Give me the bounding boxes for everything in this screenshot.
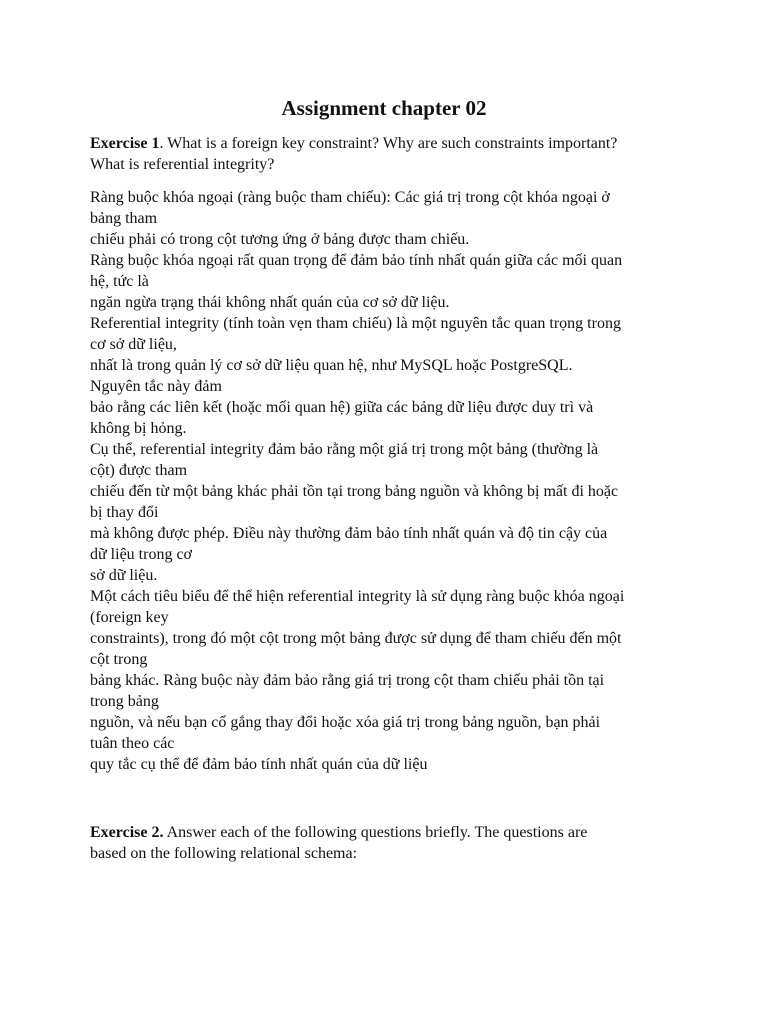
- exercise-2-question: [90, 822, 690, 864]
- answer-line: ngăn ngừa trạng thái không nhất quán của cơ sở dữ liệu.: [90, 294, 450, 311]
- document-title: Assignment chapter 02: [281, 96, 487, 120]
- exercise-1-question-text: . What is a foreign key constraint? Why are such constraints important?: [159, 135, 618, 152]
- answer-line: Một cách tiêu biểu để thể hiện referential integrity là sử dụng ràng buộc khóa ngoại: [90, 588, 625, 605]
- answer-line: nhất là trong quản lý cơ sở dữ liệu quan hệ, như MySQL hoặc PostgreSQL.: [90, 357, 573, 374]
- answer-line: mà không được phép. Điều này thường đảm bảo tính nhất quán và độ tin cậy của: [90, 525, 608, 542]
- exercise-1-question: [90, 133, 690, 175]
- answer-line: nguồn, và nếu bạn cố gắng thay đổi hoặc xóa giá trị trong bảng nguồn, bạn phải: [90, 714, 601, 731]
- answer-line: sở dữ liệu.: [90, 567, 158, 584]
- answer-line: chiếu phải có trong cột tương ứng ở bảng được tham chiếu.: [90, 231, 470, 248]
- answer-line: trong bảng: [90, 693, 159, 710]
- exercise-2-label: Exercise 2.: [90, 824, 164, 841]
- exercise-1-answer: [90, 187, 690, 775]
- answer-line: Ràng buộc khóa ngoại (ràng buộc tham chiếu): Các giá trị trong cột khóa ngoại ở: [90, 189, 610, 206]
- answer-line: cột trong: [90, 651, 148, 668]
- answer-line: không bị hỏng.: [90, 420, 187, 437]
- exercise-1-label: Exercise 1: [90, 135, 160, 152]
- answer-line: tuân theo các: [90, 735, 175, 752]
- answer-line: dữ liệu trong cơ: [90, 546, 192, 563]
- answer-line: bảo rằng các liên kết (hoặc mối quan hệ) giữa các bảng dữ liệu được duy trì và: [90, 399, 594, 416]
- answer-line: hệ, tức là: [90, 273, 149, 290]
- answer-line: constraints), trong đó một cột trong một bảng được sử dụng để tham chiếu đến một: [90, 630, 622, 647]
- exercise-2-question-line: based on the following relational schema:: [90, 845, 358, 862]
- answer-line: bảng tham: [90, 210, 158, 227]
- answer-line: cơ sở dữ liệu,: [90, 336, 177, 353]
- answer-line: (foreign key: [90, 609, 169, 626]
- exercise-2-question-line: [90, 822, 690, 843]
- answer-line: cột) được tham: [90, 462, 188, 479]
- answer-line: Referential integrity (tính toàn vẹn tham chiếu) là một nguyên tắc quan trọng trong: [90, 315, 621, 332]
- answer-line: Ràng buộc khóa ngoại rất quan trọng để đảm bảo tính nhất quán giữa các mối quan: [90, 252, 623, 269]
- answer-line: quy tắc cụ thể để đảm bảo tính nhất quán của dữ liệu: [90, 756, 428, 773]
- answer-line: bảng khác. Ràng buộc này đảm bảo rằng giá trị trong cột tham chiếu phải tồn tại: [90, 672, 605, 689]
- answer-line: bị thay đổi: [90, 504, 159, 521]
- answer-line: Nguyên tắc này đảm: [90, 378, 222, 395]
- exercise-1-question-line: What is referential integrity?: [90, 156, 275, 173]
- exercise-2-question-text: Answer each of the following questions briefly. The questions are: [163, 824, 588, 841]
- answer-line: chiếu đến từ một bảng khác phải tồn tại trong bảng nguồn và không bị mất đi hoặc: [90, 483, 619, 500]
- exercise-1-question-line: [90, 133, 690, 154]
- answer-line: Cụ thể, referential integrity đảm bảo rằng một giá trị trong một bảng (thường là: [90, 441, 599, 458]
